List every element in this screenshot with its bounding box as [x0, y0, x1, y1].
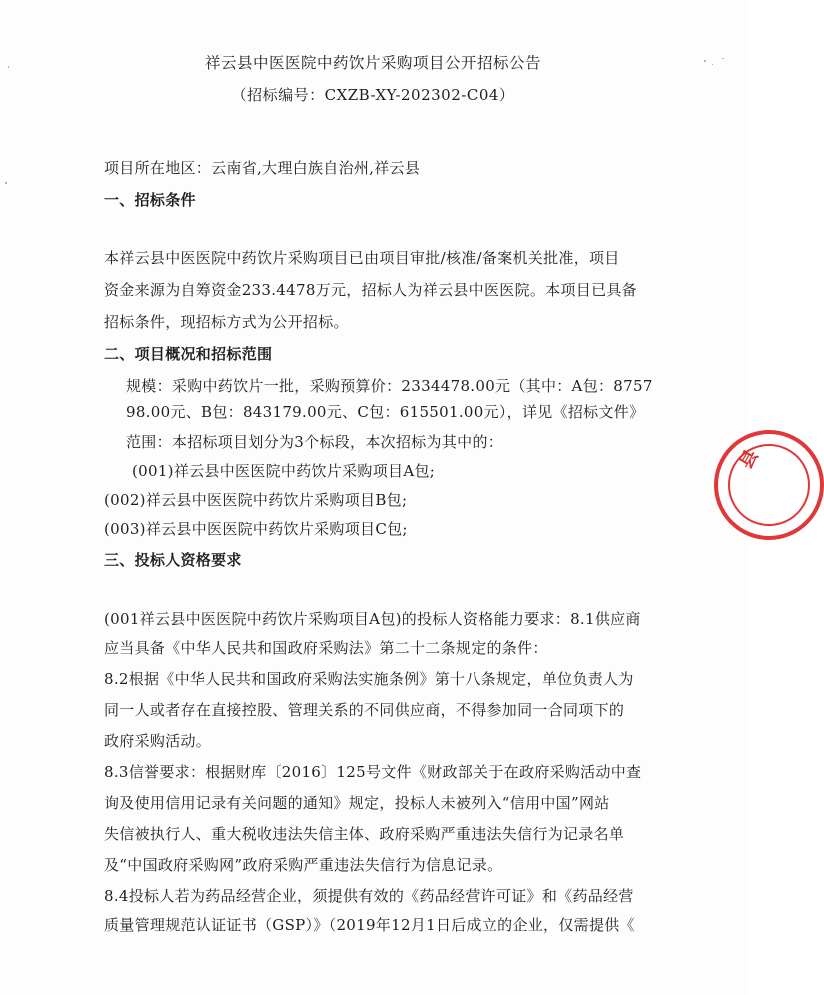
scan-speck [5, 182, 7, 184]
scan-speck [8, 66, 9, 68]
section-1-line-1: 本祥云县中医医院中药饮片采购项目已由项目审批/核准/备案机关批准，项目 [104, 249, 620, 267]
official-seal-stamp [714, 430, 824, 540]
scale-line-1: 规模：采购中药饮片一批，采购预算价：2334478.00元（其中：A包：8757 [126, 377, 653, 395]
scan-speck [704, 60, 706, 62]
lot-a: (001)祥云县中医医院中药饮片采购项目A包; [132, 462, 436, 480]
section-2-heading: 二、项目概况和招标范围 [104, 345, 273, 363]
section-3-line-1: (001祥云县中医医院中药饮片采购项目A包)的投标人资格能力要求：8.1供应商 [104, 610, 641, 628]
section-3-line-4: 同一人或者存在直接控股、管理关系的不同供应商，不得参加同一合同项下的 [104, 701, 625, 719]
section-3-line-9: 及“中国政府采购网”政府采购严重违法失信行为信息记录。 [104, 856, 503, 874]
bid-number: （招标编号：CXZB-XY-202302-C04） [231, 86, 515, 104]
section-3-line-11: 质量管理规范认证证书（GSP）》（2019年12月1日后成立的企业，仅需提供《 [104, 916, 635, 934]
section-3-line-2: 应当具备《中华人民共和国政府采购法》第二十二条规定的条件： [104, 639, 548, 657]
section-1-line-3: 招标条件，现招标方式为公开招标。 [104, 313, 349, 331]
lot-b: (002)祥云县中医医院中药饮片采购项目B包; [104, 491, 408, 509]
section-1-heading: 一、招标条件 [104, 191, 196, 209]
section-3-line-10: 8.4投标人若为药品经营企业，须提供有效的《药品经营许可证》和《药品经营 [104, 887, 634, 905]
section-3-line-8: 失信被执行人、重大税收违法失信主体、政府采购严重违法失信行为记录名单 [104, 825, 625, 843]
scale-line-2: 98.00元、B包：843179.00元、C包：615501.00元），详见《招标文件》 [126, 403, 645, 421]
section-3-line-5: 政府采购活动。 [104, 732, 212, 750]
seal-text: 县 [735, 446, 763, 473]
section-3-line-3: 8.2根据《中华人民共和国政府采购法实施条例》第十八条规定，单位负责人为 [104, 670, 634, 688]
scan-speck [722, 58, 724, 59]
document-title: 祥云县中医医院中药饮片采购项目公开招标公告 [204, 54, 541, 72]
section-1-line-2: 资金来源为自筹资金233.4478万元，招标人为祥云县中医医院。本项目已具备 [104, 281, 637, 299]
section-3-line-6: 8.3信誉要求：根据财库〔2016〕125号文件《财政部关于在政府采购活动中查 [104, 763, 642, 781]
project-region: 项目所在地区：云南省,大理白族自治州,祥云县 [104, 159, 421, 177]
lot-c: (003)祥云县中医医院中药饮片采购项目C包; [104, 520, 408, 538]
scan-speck [712, 64, 713, 65]
scope-line: 范围：本招标项目划分为3个标段，本次招标为其中的： [126, 433, 504, 451]
section-3-line-7: 询及使用信用记录有关问题的通知》规定，投标人未被列入“信用中国”网站 [104, 794, 610, 812]
section-3-heading: 三、投标人资格要求 [104, 551, 242, 569]
